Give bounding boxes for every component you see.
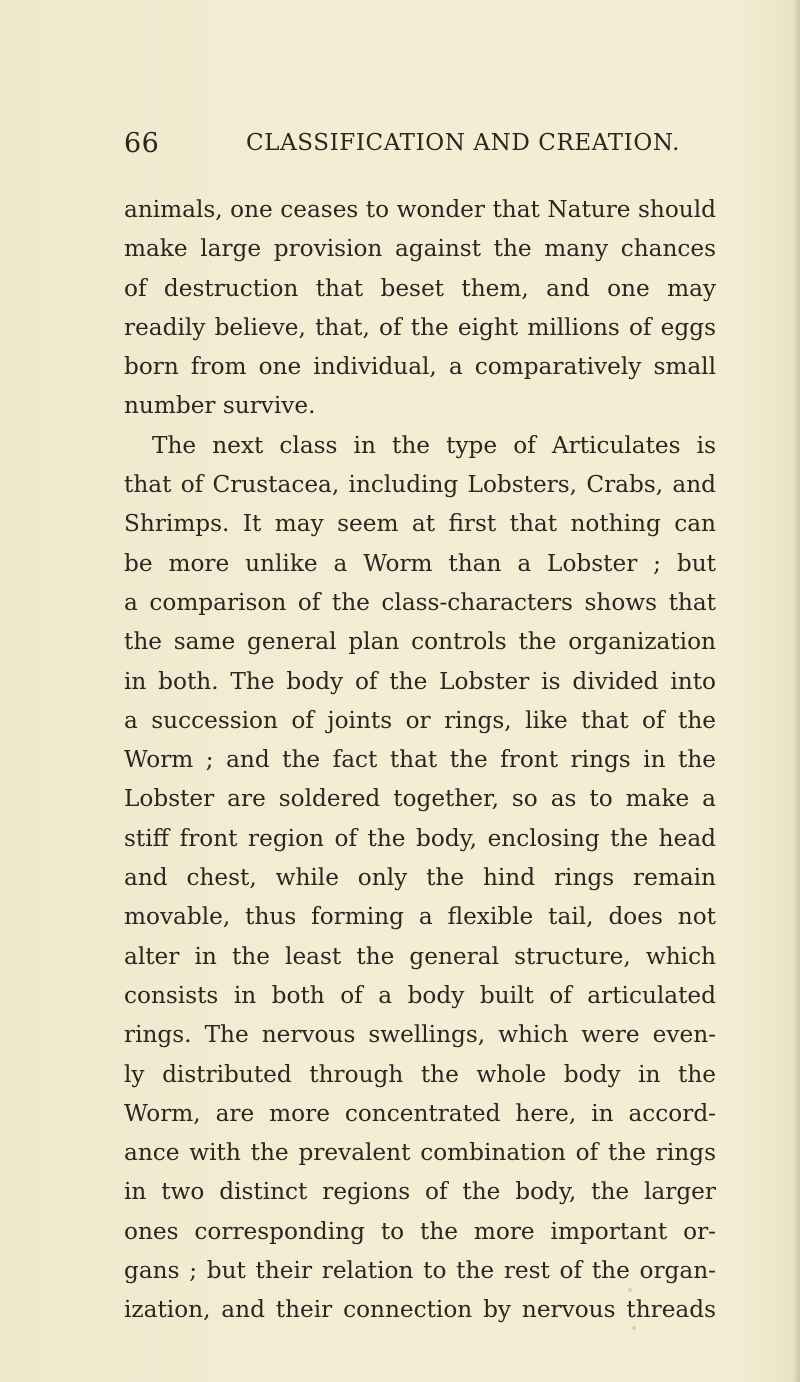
text-line: born from one individual, a comparatively small [124,353,716,381]
text-line: in two distinct regions of the body, the larger [124,1178,716,1206]
text-line: animals, one ceases to wonder that Nature should [124,196,716,223]
text-line: a succession of joints or rings, like that of the [124,706,716,734]
text-line: ization, and their connection by nervous threads [124,1296,716,1324]
paragraph-end-line: number survive. [124,392,316,420]
text-line: of destruction that beset them, and one may [124,274,716,302]
text-line: movable, thus forming a flexible tail, does not [124,903,716,931]
text-line: gans ; but their relation to the rest of the organ- [124,1257,716,1285]
text-line: Worm, are more concentrated here, in accord- [124,1099,716,1127]
body-text [124,190,716,1330]
text-line: be more unlike a Worm than a Lobster ; but [124,549,716,577]
page-header [124,128,724,168]
text-line: a comparison of the class-characters shows that [124,588,716,616]
text-line: Worm ; and the fact that the front rings in the [124,746,716,774]
paper-speck [628,1288,632,1292]
text-line: readily believe, that, of the eight millions of eggs [124,313,716,341]
text-line: ance with the prevalent combination of the rings [124,1139,716,1167]
running-title: CLASSIFICATION AND CREATION. [246,130,680,156]
text-line: stiff front region of the body, enclosing the head [124,824,716,852]
page-edge-shadow [792,0,800,1382]
text-line: consists in both of a body built of articulated [124,981,716,1009]
text-line: Lobster are soldered together, so as to make a [124,785,716,813]
paragraph-start-line: The next class in the type of Articulates is [152,431,716,459]
text-line: that of Crustacea, including Lobsters, Crabs, and [124,471,716,499]
text-line: and chest, while only the hind rings remain [124,864,716,892]
text-line: alter in the least the general structure, which [124,942,716,970]
text-line: the same general plan controls the organization [124,628,716,656]
text-line: rings. The nervous swellings, which were even- [124,1021,716,1049]
paper-speck [632,1326,636,1330]
text-line: ly distributed through the whole body in the [124,1060,716,1088]
text-line: Shrimps. It may seem at first that nothing can [124,510,716,538]
text-line: make large provision against the many chances [124,235,716,263]
text-line: ones corresponding to the more important or- [124,1217,716,1245]
text-line: in both. The body of the Lobster is divided into [124,667,716,695]
page-number: 66 [124,128,160,159]
